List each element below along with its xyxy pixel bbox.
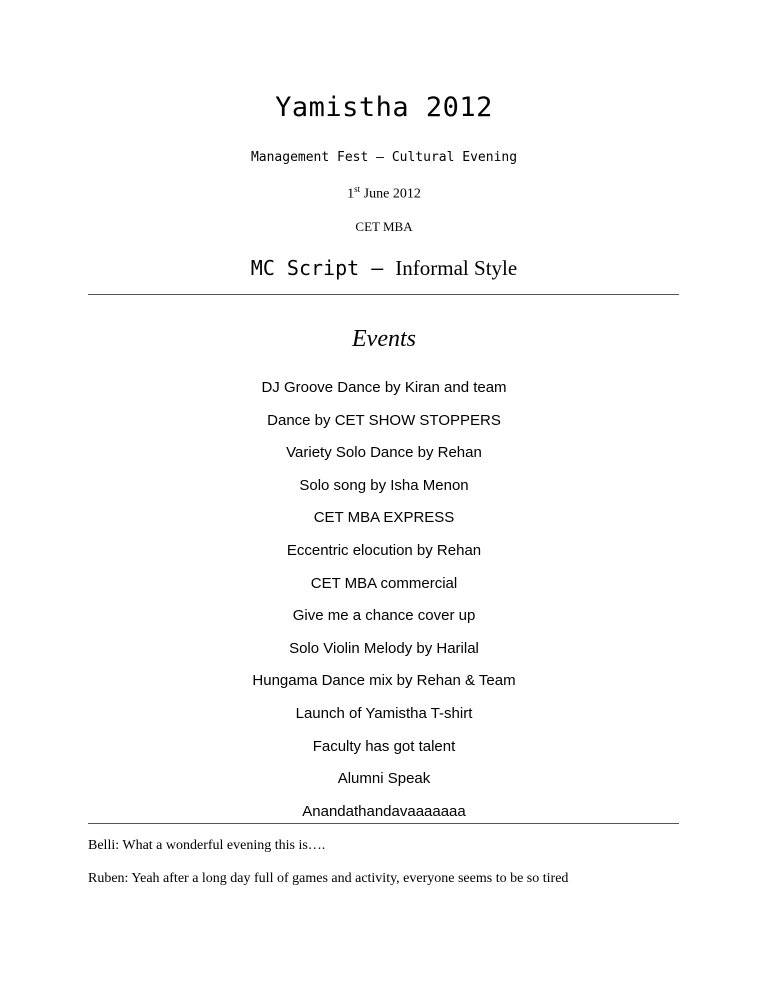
date-suffix: st bbox=[354, 184, 361, 194]
events-heading: Events bbox=[352, 326, 416, 352]
list-item: Alumni Speak bbox=[337, 770, 431, 788]
list-item: Hungama Dance mix by Rehan & Team bbox=[252, 672, 516, 690]
list-item: Launch of Yamistha T-shirt bbox=[295, 704, 473, 722]
event-date bbox=[0, 184, 768, 203]
page-title: Yamistha 2012 bbox=[275, 92, 493, 123]
date-rest: June 2012 bbox=[360, 186, 421, 202]
dialogue-line-ruben: Ruben: Yeah after a long day full of games and activity, everyone seems to be so tired bbox=[88, 871, 569, 886]
list-item: Anandathandavaaaaaaa bbox=[302, 802, 466, 820]
list-item: Faculty has got talent bbox=[312, 737, 456, 755]
list-item: Eccentric elocution by Rehan bbox=[286, 541, 482, 559]
mc-script-style: Informal Style bbox=[395, 256, 518, 280]
subtitle: Management Fest – Cultural Evening bbox=[250, 150, 518, 165]
list-item: Dance by CET SHOW STOPPERS bbox=[267, 411, 501, 429]
divider-bottom bbox=[88, 823, 679, 824]
list-item: Give me a chance cover up bbox=[292, 607, 476, 625]
list-item: CET MBA commercial bbox=[310, 574, 458, 592]
institution: CET MBA bbox=[355, 219, 413, 234]
list-item: Solo song by Isha Menon bbox=[299, 476, 469, 494]
dialogue-line-belli: Belli: What a wonderful evening this is…. bbox=[88, 838, 326, 853]
mc-script-prefix: MC Script – bbox=[250, 256, 396, 280]
event-list bbox=[0, 378, 768, 834]
list-item: Solo Violin Melody by Harilal bbox=[289, 639, 479, 657]
list-item: CET MBA EXPRESS bbox=[313, 509, 455, 527]
mc-script-heading bbox=[0, 256, 768, 281]
divider-top bbox=[88, 294, 679, 295]
list-item: DJ Groove Dance by Kiran and team bbox=[261, 379, 507, 396]
list-item: Variety Solo Dance by Rehan bbox=[286, 444, 482, 462]
date-day: 1 bbox=[347, 186, 355, 202]
